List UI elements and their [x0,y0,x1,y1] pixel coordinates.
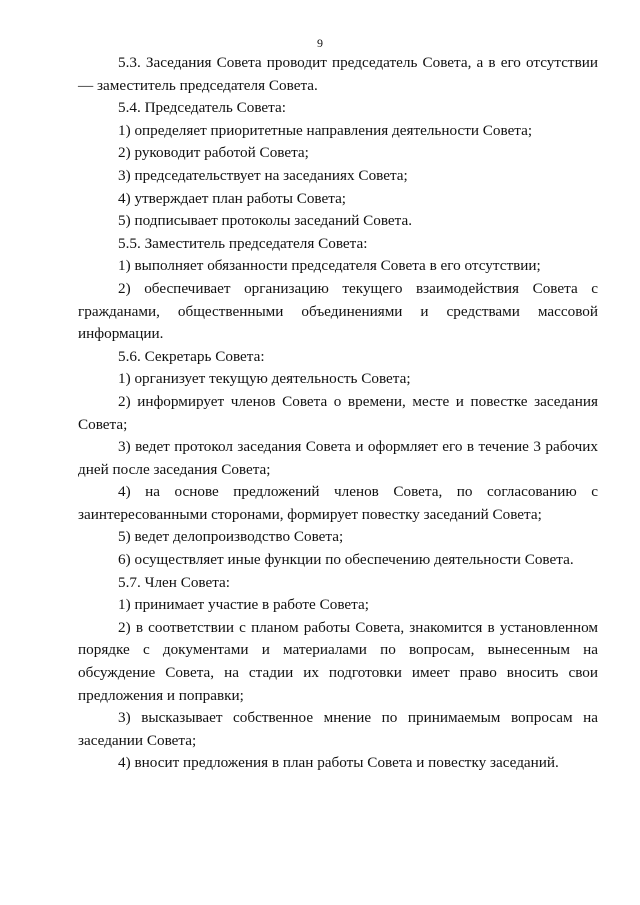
list-item: 2) в соответствии с планом работы Совета, знакомится в установленном порядке с документами и материалами по вопросам, вынесенным на обсуждение Совета, на стадии их подготовки имеет право вносить свои предложения и поправки; [78,618,598,704]
paragraph-5-3: 5.3. Заседания Совета проводит председатель Совета, а в его отсутствии — заместитель председателя Совета. [78,54,598,94]
list-item: 2) руководит работой Совета; [118,144,309,162]
paragraph-5-5-heading: 5.5. Заместитель председателя Совета: [118,234,368,252]
list-item: 3) ведет протокол заседания Совета и оформляет его в течение 3 рабочих дней после заседания Совета; [78,438,598,478]
paragraph-5-4-heading: 5.4. Председатель Совета: [118,99,286,117]
list-item: 1) организует текущую деятельность Совета; [118,370,411,388]
paragraph-5-7-heading: 5.7. Член Совета: [118,573,231,591]
list-item: 4) вносит предложения в план работы Совета и повестку заседаний. [118,754,559,772]
list-item: 3) председательствует на заседаниях Совета; [118,166,408,184]
list-item: 5) ведет делопроизводство Совета; [118,528,344,546]
list-item: 1) принимает участие в работе Совета; [118,596,369,614]
list-item: 3) высказывает собственное мнение по принимаемым вопросам на заседании Совета; [78,709,598,749]
page-number: 9 [317,36,323,50]
list-item: 6) осуществляет иные функции по обеспечению деятельности Совета. [118,551,574,569]
list-item: 4) утверждает план работы Совета; [118,189,347,207]
list-item: 4) на основе предложений членов Совета, по согласованию с заинтересованными сторонами, формирует повестку заседаний Совета; [78,483,598,523]
list-item: 2) информирует членов Совета о времени, месте и повестке заседания Совета; [78,392,598,433]
list-item: 1) выполняет обязанности председателя Совета в его отсутствии; [118,257,541,275]
paragraph-5-6-heading: 5.6. Секретарь Совета: [118,347,265,365]
document-body [78,52,598,775]
list-item: 2) обеспечивает организацию текущего взаимодействия Совета с гражданами, общественными объединениями и средствами массовой информации. [78,279,598,343]
list-item: 5) подписывает протоколы заседаний Совета. [118,212,413,230]
list-item: 1) определяет приоритетные направления деятельности Совета; [118,121,533,139]
